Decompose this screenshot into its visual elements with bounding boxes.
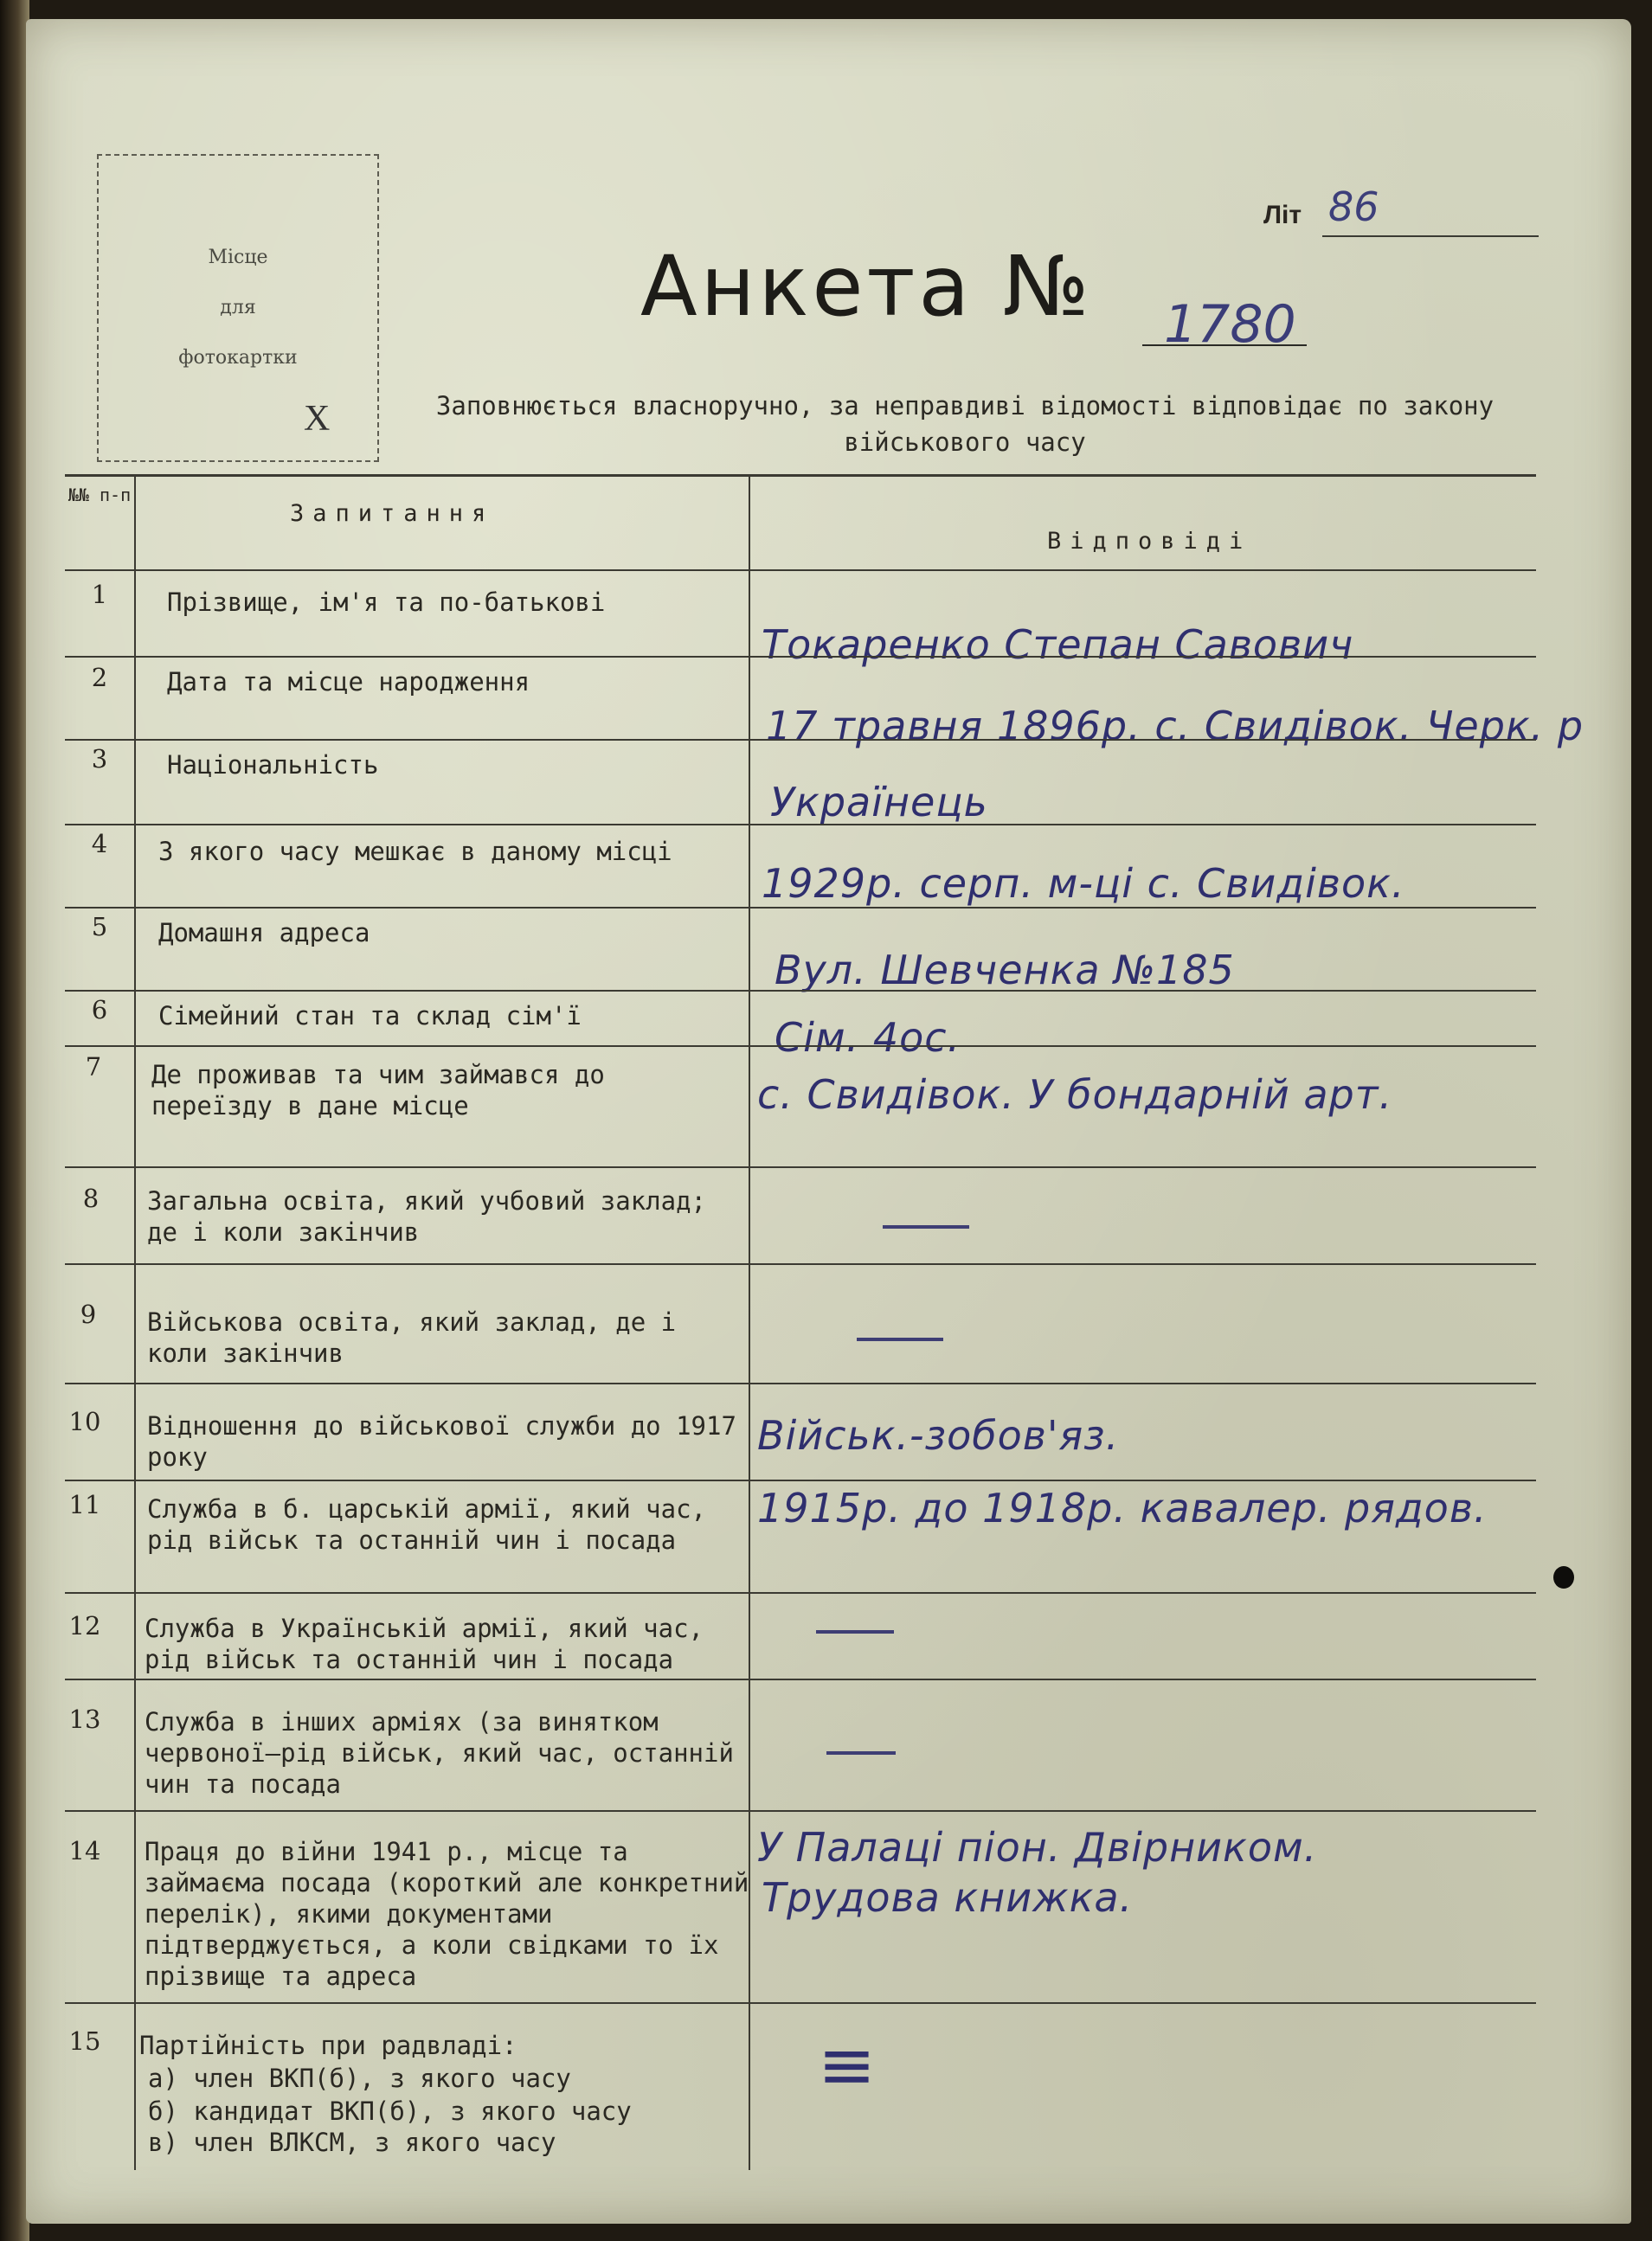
row-13-answer-dash bbox=[826, 1751, 896, 1755]
row-2-question: Дата та місце народження bbox=[167, 667, 530, 697]
row-7-answer: с. Свидівок. У бондарній арт. bbox=[757, 1071, 1393, 1118]
row-15-number: 15 bbox=[68, 2026, 101, 2056]
lit-underline bbox=[1322, 235, 1539, 237]
row-14-number: 14 bbox=[68, 1836, 101, 1865]
row-14-answer-line2: Трудова книжка. bbox=[762, 1874, 1134, 1921]
row-5-number: 5 bbox=[91, 912, 108, 941]
row-rule bbox=[65, 990, 1536, 992]
photo-mark: X bbox=[304, 399, 331, 439]
row-rule bbox=[65, 1166, 1536, 1168]
photo-placeholder bbox=[97, 154, 379, 462]
form-number: 1780 bbox=[1164, 294, 1296, 355]
row-1-answer: Токаренко Степан Савович bbox=[762, 621, 1354, 668]
row-14-question: Праця до війни 1941 р., місце та займаєма посада (короткий але конкретний перелік), якими документами підтверджується, а коли свідками то їх прізвище та адреса bbox=[145, 1837, 749, 1991]
row-15-answer-dashes: ≡ bbox=[818, 2025, 877, 2105]
row-10-question: Відношення до військової служби до 1917 року bbox=[147, 1411, 736, 1472]
row-7-question: Де проживав та чим займався до переїзду в дане місце bbox=[151, 1060, 605, 1120]
row-4-number: 4 bbox=[91, 829, 108, 858]
row-12-number: 12 bbox=[68, 1611, 101, 1641]
row-11-number: 11 bbox=[68, 1490, 101, 1519]
row-4-question: З якого часу мешкає в даному місці bbox=[158, 837, 672, 866]
row-3-answer: Українець bbox=[770, 779, 988, 825]
ink-blot bbox=[1553, 1566, 1574, 1589]
row-13-number: 13 bbox=[68, 1705, 101, 1734]
row-11-question: Служба в б. царській армії, який час, рід військ та останній чин і посада bbox=[147, 1494, 707, 1555]
row-10-number: 10 bbox=[68, 1407, 101, 1436]
row-rule bbox=[65, 1480, 1536, 1481]
header-answers: Відповіді bbox=[1047, 528, 1252, 555]
book-spine bbox=[0, 0, 29, 2241]
row-rule bbox=[65, 1592, 1536, 1594]
row-8-number: 8 bbox=[82, 1184, 100, 1213]
row-11-answer: 1915р. до 1918р. кавалер. рядов. bbox=[757, 1485, 1488, 1531]
row-9-answer-dash bbox=[857, 1338, 943, 1341]
table-top-rule bbox=[65, 474, 1536, 477]
row-8-answer-dash bbox=[883, 1225, 969, 1229]
row-8-question: Загальна освіта, який учбовий заклад; де і коли закінчив bbox=[147, 1186, 707, 1247]
row-3-number: 3 bbox=[91, 744, 108, 774]
photo-label-line2: для bbox=[220, 297, 256, 318]
row-5-question: Домашня адреса bbox=[158, 918, 370, 947]
header-num: №№ п-п bbox=[67, 485, 132, 505]
row-rule bbox=[65, 656, 1536, 658]
row-5-answer: Вул. Шевченка №185 bbox=[775, 947, 1235, 993]
row-9-number: 9 bbox=[80, 1300, 97, 1329]
row-6-question: Сімейний стан та склад сім'ї bbox=[158, 1001, 582, 1031]
row-rule bbox=[65, 907, 1536, 909]
form-instructions: Заповнюється власноручно, за неправдиві відомості відповідає по закону військового часу bbox=[435, 391, 1495, 457]
header-questions: Запитання bbox=[290, 500, 495, 527]
row-1-number: 1 bbox=[91, 580, 108, 609]
row-rule bbox=[65, 2002, 1536, 2004]
row-rule bbox=[65, 1810, 1536, 1812]
row-12-answer-dash bbox=[816, 1630, 894, 1634]
row-10-answer: Військ.-зобов'яз. bbox=[757, 1412, 1120, 1459]
row-15-question-line1: Партійність при радвладі: bbox=[139, 2031, 517, 2060]
row-13-question: Служба в інших арміях (за винятком червоної—рід військ, який час, останній чин та посада bbox=[145, 1707, 734, 1799]
row-2-number: 2 bbox=[91, 663, 108, 692]
questionnaire-table bbox=[65, 474, 1585, 2187]
header-bottom-rule bbox=[65, 569, 1536, 571]
row-rule bbox=[65, 1383, 1536, 1384]
row-15-question-line3: б) кандидат ВКП(б), з якого часу bbox=[148, 2097, 632, 2126]
row-rule bbox=[65, 739, 1536, 741]
row-12-question: Служба в Українській армії, який час, рід військ та останній чин і посада bbox=[145, 1614, 704, 1674]
row-7-number: 7 bbox=[85, 1052, 102, 1082]
photo-label-line1: Місце bbox=[208, 247, 268, 268]
row-15-question-line4: в) член ВЛКСМ, з якого часу bbox=[148, 2128, 556, 2157]
row-14-answer-line1: У Палаці піон. Двірником. bbox=[757, 1824, 1318, 1871]
row-4-answer: 1929р. серп. м-ці с. Свидівок. bbox=[762, 860, 1405, 907]
lit-value: 86 bbox=[1328, 183, 1379, 230]
row-rule bbox=[65, 1679, 1536, 1680]
row-rule bbox=[65, 824, 1536, 825]
lit-label: Літ bbox=[1263, 201, 1302, 229]
row-rule bbox=[65, 1045, 1536, 1047]
column-divider-num bbox=[134, 474, 136, 2170]
row-rule bbox=[65, 1263, 1536, 1265]
row-3-question: Національність bbox=[167, 750, 379, 780]
row-9-question: Військова освіта, який заклад, де і коли закінчив bbox=[147, 1307, 677, 1368]
row-6-answer: Сім. 4ос. bbox=[775, 1014, 961, 1061]
photo-label-line3: фотокартки bbox=[178, 347, 298, 369]
row-1-question: Прізвище, ім'я та по-батькові bbox=[167, 588, 606, 617]
row-15-question-line2: а) член ВКП(б), з якого часу bbox=[148, 2064, 571, 2093]
row-2-answer: 17 травня 1896р. с. Свидівок. Черк. р bbox=[766, 703, 1585, 749]
row-6-number: 6 bbox=[91, 995, 108, 1024]
form-title: Анкета № bbox=[640, 238, 1093, 335]
